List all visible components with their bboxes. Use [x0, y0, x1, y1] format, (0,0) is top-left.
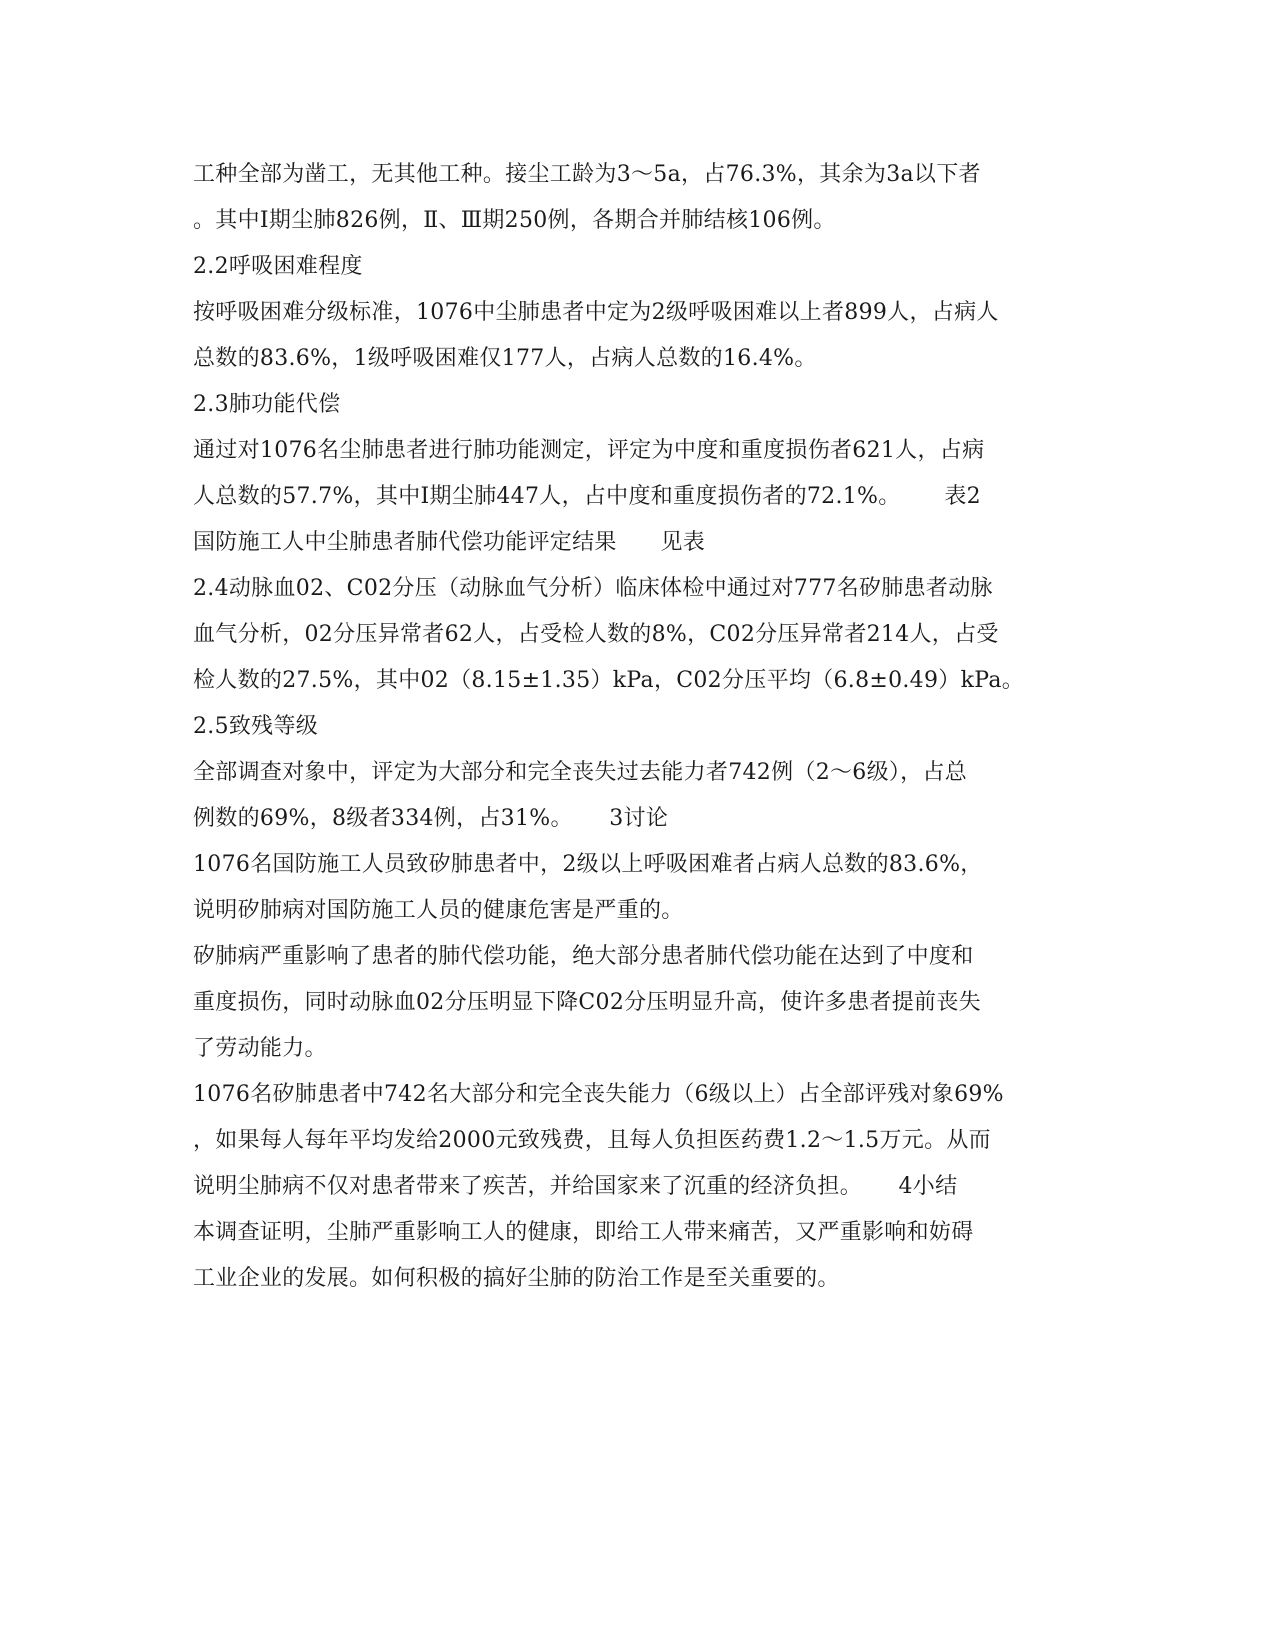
text-line: 1076名国防施工人员致矽肺患者中，2级以上呼吸困难者占病人总数的83.6%， [193, 852, 983, 877]
text-line: 按呼吸困难分级标准，1076中尘肺患者中定为2级呼吸困难以上者899人，占病人 [193, 300, 999, 325]
section-heading: 2.3肺功能代偿 [193, 392, 341, 417]
section-heading: 2.5致残等级 [193, 714, 319, 739]
text-line: 重度损伤，同时动脉血02分压明显下降C02分压明显升高，使许多患者提前丧失 [193, 990, 981, 1015]
text-line: 例数的69%，8级者334例，占31%。 3讨论 [193, 806, 669, 831]
text-line: 总数的83.6%，1级呼吸困难仅177人，占病人总数的16.4%。 [193, 346, 817, 371]
text-line: 说明矽肺病对国防施工人员的健康危害是严重的。 [193, 898, 684, 923]
text-line: 矽肺病严重影响了患者的肺代偿功能，绝大部分患者肺代偿功能在达到了中度和 [193, 944, 974, 969]
text-line: 工业企业的发展。如何积极的搞好尘肺的防治工作是至关重要的。 [193, 1266, 840, 1291]
text-line: 。其中Ⅰ期尘肺826例，Ⅱ、Ⅲ期250例，各期合并肺结核106例。 [193, 208, 836, 233]
text-line: 国防施工人中尘肺患者肺代偿功能评定结果 见表 [193, 530, 706, 555]
text-line: 说明尘肺病不仅对患者带来了疾苦，并给国家来了沉重的经济负担。 4小结 [193, 1174, 958, 1199]
text-line: 全部调查对象中，评定为大部分和完全丧失过去能力者742例（2～6级），占总 [193, 760, 968, 785]
text-line: ，如果每人每年平均发给2000元致残费，且每人负担医药费1.2～1.5万元。从而 [193, 1128, 991, 1153]
text-line: 本调查证明，尘肺严重影响工人的健康，即给工人带来痛苦，又严重影响和妨碍 [193, 1220, 974, 1245]
text-line: 血气分析，02分压异常者62人，占受检人数的8%，C02分压异常者214人，占受 [193, 622, 999, 647]
section-heading: 2.2呼吸困难程度 [193, 254, 363, 279]
text-line: 1076名矽肺患者中742名大部分和完全丧失能力（6级以上）占全部评残对象69% [193, 1082, 1004, 1107]
text-line: 工种全部为凿工，无其他工种。接尘工龄为3～5a，占76.3%，其余为3a以下者 [193, 162, 981, 187]
text-line: 了劳动能力。 [193, 1036, 327, 1061]
text-line: 通过对1076名尘肺患者进行肺功能测定，评定为中度和重度损伤者621人，占病 [193, 438, 985, 463]
text-line: 检人数的27.5%，其中02（8.15±1.35）kPa，C02分压平均（6.8±0.49）kPa。 [193, 668, 1025, 693]
text-line: 人总数的57.7%，其中Ⅰ期尘肺447人，占中度和重度损伤者的72.1%。 表2 [193, 484, 981, 509]
section-heading: 2.4动脉血02、C02分压（动脉血气分析）临床体检中通过对777名矽肺患者动脉 [193, 576, 993, 601]
